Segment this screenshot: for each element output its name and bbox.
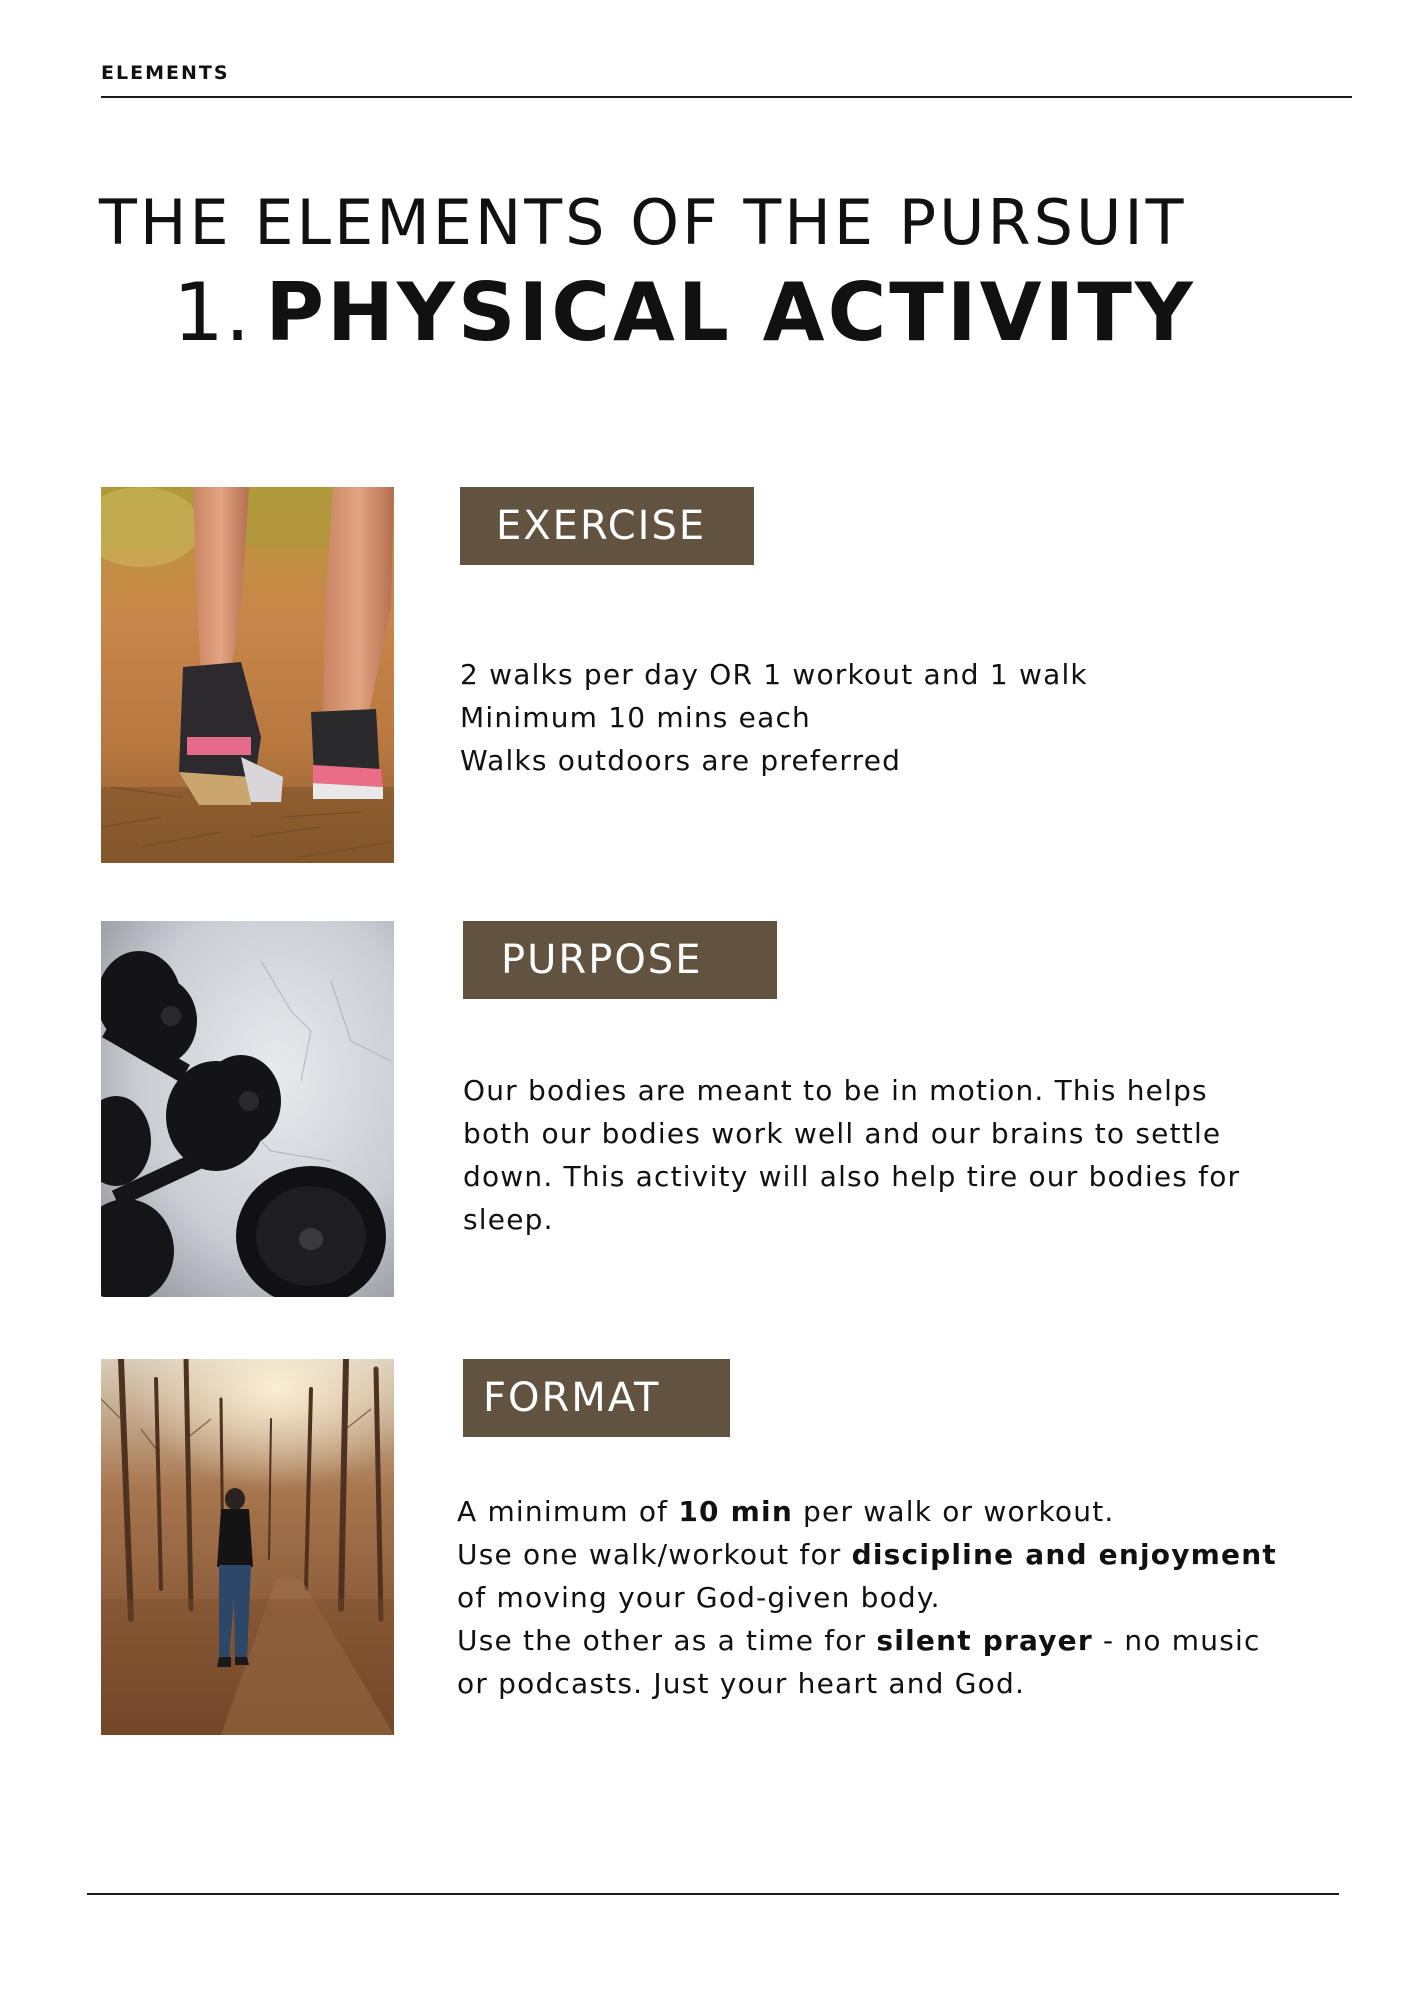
walking-sneakers-photo	[101, 487, 394, 863]
exercise-line: 2 walks per day OR 1 workout and 1 walk	[460, 658, 1088, 691]
tag-purpose: PURPOSE	[463, 921, 777, 999]
purpose-line: both our bodies work well and our brains to settle	[463, 1117, 1222, 1150]
tag-format: FORMAT	[463, 1359, 730, 1437]
page-title	[173, 266, 1196, 359]
format-line: of moving your God-given body.	[457, 1581, 941, 1614]
page-supertitle: THE ELEMENTS OF THE PURSUIT	[99, 186, 1187, 259]
exercise-description	[460, 653, 1088, 782]
purpose-line: Our bodies are meant to be in motion. This helps	[463, 1074, 1208, 1107]
exercise-line: Walks outdoors are preferred	[460, 744, 902, 777]
format-description	[457, 1490, 1277, 1705]
dumbbells-photo	[101, 921, 394, 1297]
page-title-number: 1.	[173, 266, 252, 359]
purpose-line: sleep.	[463, 1203, 554, 1236]
exercise-line: Minimum 10 mins each	[460, 701, 812, 734]
format-line: A minimum of 10 min per walk or workout.	[457, 1495, 1115, 1528]
header-divider	[101, 96, 1352, 98]
page-title-heading: PHYSICAL ACTIVITY	[265, 266, 1196, 359]
purpose-line: down. This activity will also help tire our bodies for	[463, 1160, 1241, 1193]
purpose-description	[463, 1069, 1240, 1241]
format-line: or podcasts. Just your heart and God.	[457, 1667, 1026, 1700]
footer-divider	[87, 1893, 1339, 1895]
tag-exercise: EXERCISE	[460, 487, 754, 565]
section-header-label: ELEMENTS	[101, 62, 230, 84]
format-line: Use one walk/workout for discipline and enjoyment	[457, 1538, 1277, 1571]
format-line: Use the other as a time for silent prayer - no music	[457, 1624, 1261, 1657]
forest-walk-photo	[101, 1359, 394, 1735]
